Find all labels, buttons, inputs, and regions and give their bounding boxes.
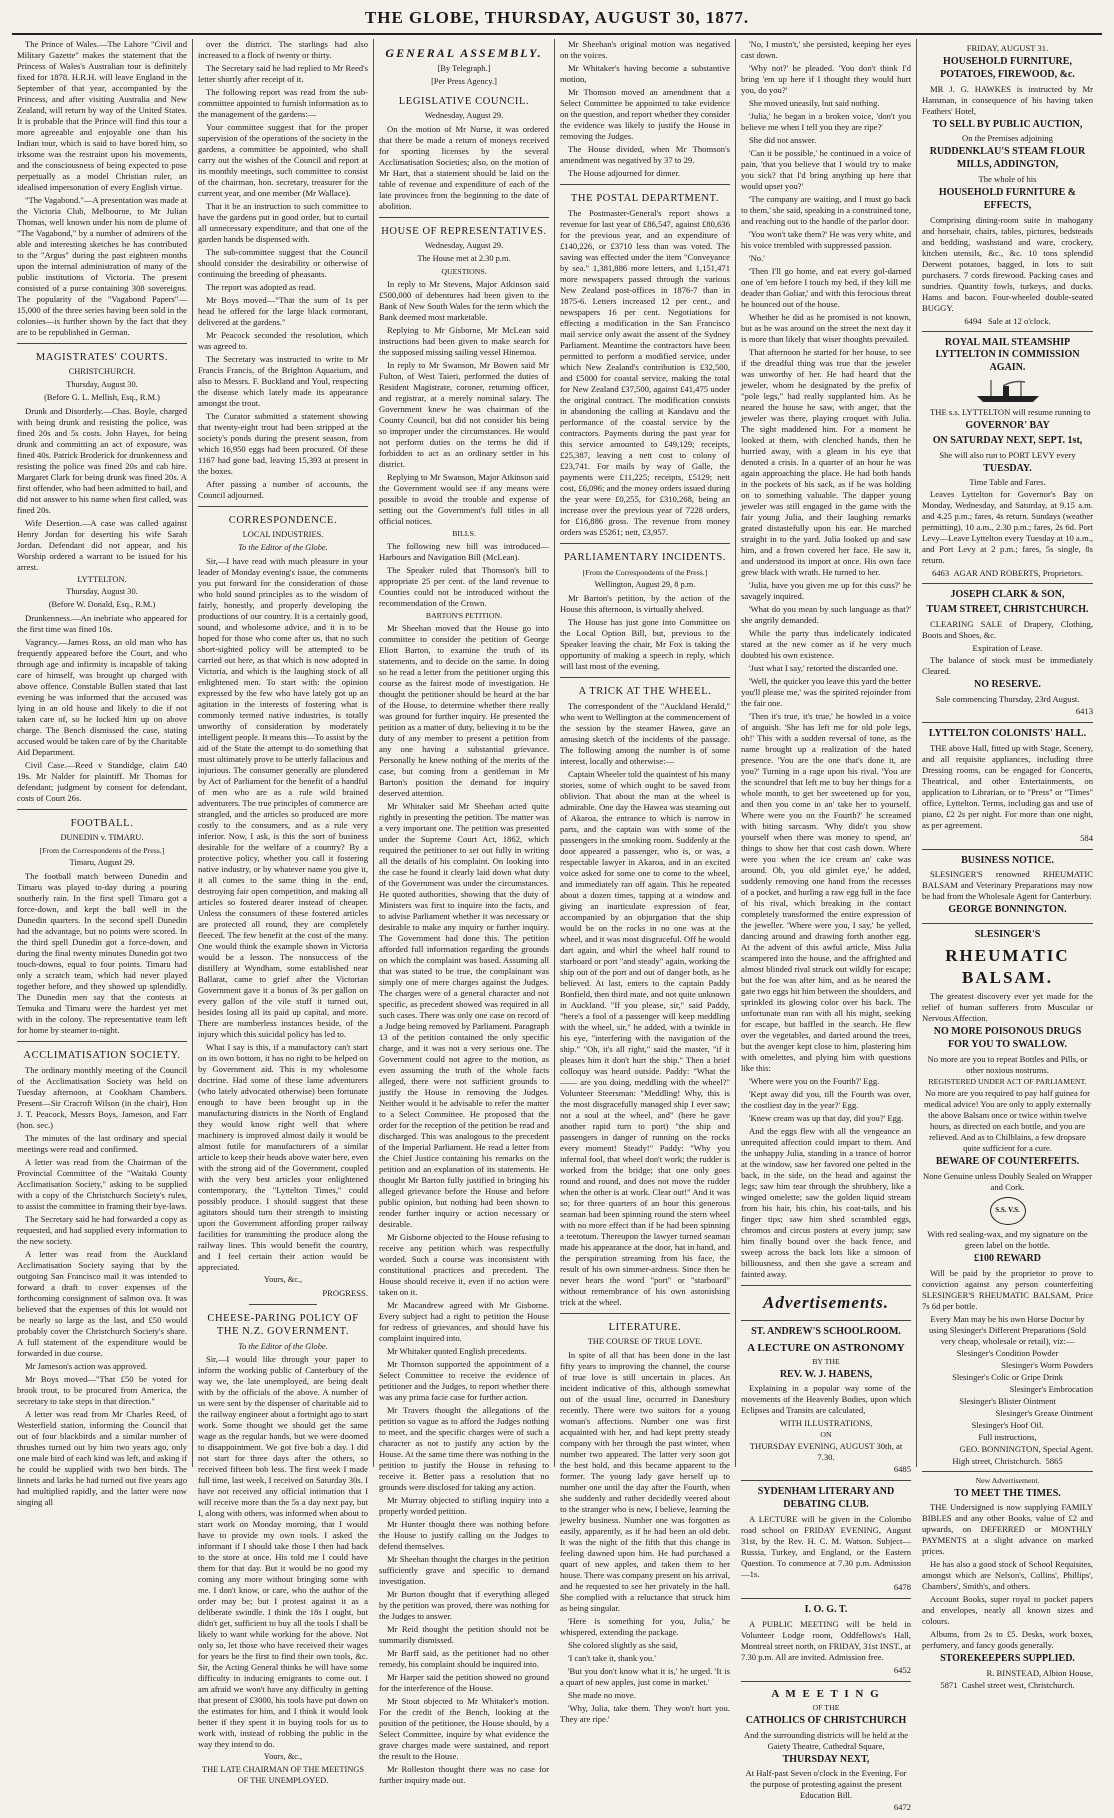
section-heading: GENERAL ASSEMBLY. [385, 46, 543, 60]
ad-list-item: Slesinger's Grease Ointment [995, 1407, 1093, 1418]
article-paragraph: 'No.' [749, 253, 765, 263]
article-paragraph: The ordinary monthly meeting of the Council of the Acclimatisation Society was held on Tuesday afternoon, at Cookham Chambers. Present—Sir Cracroft Wilson (in the chair), Hon J. T. Peacock, Messrs Boys, Jameson, and Farr (hon. sec.) [17, 1065, 187, 1131]
ad-text: TO SELL BY PUBLIC AUCTION, [932, 118, 1083, 130]
dateline: Wednesday, August 29. [424, 111, 504, 121]
ad-text: Full instructions, [978, 1431, 1037, 1442]
source-line: [Per Press Agency.] [431, 77, 497, 87]
article-paragraph: Replying to Mr Gisborne, Mr McLean said instructions had been given to make search for the supposed missing sailing vessel Hinemoa. [379, 324, 549, 357]
article-paragraph: Mr Thomson moved an amendment that a Select Committee be appointed to take evidence on the question, and report whether they consider the evidence was likely to justify the House in removing the Judges. [560, 87, 730, 141]
ad-signature: GEO. BONNINGTON, Special Agent. [959, 1443, 1093, 1454]
ad-text: Albums, from 2s to £5. Desks, work boxes, perfumery, and fancy goods generally. [922, 1629, 1093, 1651]
steamship-icon [973, 378, 1043, 404]
article-paragraph: 'I can't take it, thank you.' [568, 1653, 656, 1664]
article-paragraph: The House divided, when Mr Thomson's amendment was negatived by 37 to 29. [560, 144, 730, 165]
article-paragraph: Replying to Mr Swanson, Major Atkinson said the Government would see if any means were possible to avoid the trouble and expense of setting out the Government's full titles in all official notices. [379, 471, 549, 526]
divider [560, 1313, 730, 1314]
ad-text: ON SATURDAY NEXT, SEPT. 1st, [932, 434, 1083, 446]
article-paragraph: Vagrancy.—James Ross, an old man who has frequently appeared before the Court, and who through age and infirmity is incapable of taking care of himself, was brought up charged with above offence. Constable Bullen stated that last evening he was informed that the accused was lying in an old house and likely to die if not taken care of, so he locked him up on above charge. The Bench dismissed the case, stating accused would be taken care of by the Charitable Aid Department. [17, 636, 187, 757]
article-paragraph: 'Then I'll go home, and eat every gol-darned one of 'em before I touch my bed, if they kill me deader than Goliar,' and with this ferocious threat he bounced out of the house. [741, 266, 911, 309]
advertisement [741, 1682, 911, 1818]
article-paragraph: Mr Sheehan's original motion was negatived on the voices. [560, 39, 730, 60]
advertisement [922, 1472, 1093, 1696]
advertisement [741, 1599, 911, 1682]
advertisements-heading: Advertisements. [763, 1293, 889, 1312]
ad-headline: RHEUMATIC BALSAM. [945, 945, 1070, 987]
article-paragraph: 'Where were you on the Fourth?' Egg. [749, 1076, 880, 1086]
signature: PROGRESS. [322, 1287, 368, 1298]
ad-text: SLESINGER'S renowned RHEUMATIC BALSAM and Veterinary Preparations may now be had from the Wholesale Agent for Canterbury. [922, 869, 1093, 902]
article-paragraph: A letter was read from the Auckland Acclimatisation Society saying that by the outgoing San Francisco mail it was intended to forward a draft to cover expenses of the forthcoming consignment of salmon ova. It was believed that the expenses of this lot would not be nearly so large as the last, and £50 would probably cover the Christchurch Society's share. A full statement of the expenditure would be forwarded in due course. [17, 1249, 187, 1359]
article-paragraph: Mr Barff said, as the petitioner had no other remedy, his complaint should be inquired into. [379, 1647, 549, 1669]
ad-title: HOUSEHOLD FURNITURE, POTATOES, FIREWOOD, &c. [940, 56, 1075, 80]
ad-text: ON [820, 1430, 832, 1440]
section-heading: FOOTBALL. [70, 817, 134, 829]
ad-text: On the Premises adjoining [962, 133, 1053, 144]
ad-number: 6413 [1075, 705, 1093, 716]
article-paragraph: A letter was read from the Chairman of the Provincial Committee of the "Waitaki County Acclimatisation Society," asking to be supplied with a copy of the Christchurch Society's rules, to assist the committee in framing their bye-laws. [17, 1157, 187, 1212]
article-paragraph: The Prince of Wales.—The Lahore "Civil and Military Gazette" makes the statement that the Princess of Wales's Australian tour is definitely fixed for 1878. H.R.H. will leave England in the September of that year, accompanied by the Princess, and after visiting Australia and New Zealand, will return by way of the United States. It is probable that the Prince will find this tour a more agreeable and enjoyable one than his Indian tour, which is said to have bored him, so irksome was the restraint upon his movements, and the consciousness of being expected to pose perpetually as a model Christian ruler, an idealised impersonation of every English virtue. [17, 39, 187, 192]
article-paragraph: 'No, I mustn't,' she persisted, keeping her eyes cast down. [741, 39, 911, 60]
ad-title: I. O. G. T. [804, 1603, 848, 1615]
ad-list-item: Slesinger's Hoof Oil. [971, 1419, 1044, 1430]
ad-number: 6478 [893, 1581, 911, 1592]
dateline: Wednesday, August 29. [424, 241, 504, 251]
ad-text: REGISTERED UNDER ACT OF PARLIAMENT. [928, 1077, 1087, 1087]
ad-number: 5871 [940, 1680, 958, 1691]
article-paragraph: 'Why not?' he pleaded. 'You don't think I'd bring 'em up here if I thought they would hurt you, do you?' [741, 63, 911, 95]
article-paragraph: A letter was read from Mr Charles Reed, of Westerfield station, informing the Council that out of four blackbirds and a similar number of thrushes turned out by him two years ago, only one male bird of each kind was left, and asking if he could be supplied with two hen birds. The linnets and larks he had turned out five years ago had multiplied rapidly, and the latter were now singing all [17, 1409, 187, 1508]
article-paragraph: What I say is this, if a manufactory can't start on its own bottom, it has no right to be helped on by Government aid. This is my wholesome doctrine. Had some of these lame adventurers (who lately advocated otherwise) been fortunate enough to have been brought up in the manufacturing districts in the North of England they would know right well that where machinery is improved almost daily it would be almost futile for manufacturers of a similar article to keep their heads above water here, even with the strong aid of the Government, coupled with the very best articles your enlightened contemporary, the "Lyttelton Times," could possibly produce. I should suggest that these agitators should turn their strength to insisting upon the Government affording proper railway facilities for transmitting the produce along the railway lines. This would benefit the country, and I feel certain their action would be appreciated. [198, 1041, 368, 1272]
ad-text: CLEARING SALE of Drapery, Clothing, Boots and Shoes, &c. [922, 618, 1093, 640]
divider [198, 506, 368, 507]
article-paragraph: The correspondent of the "Auckland Herald," who went to Wellington at the commencement of the session by the steamer Hawea, gave an amusing sketch of the incidents of the passage. The following among the number is of some interest, locally and otherwise:— [560, 701, 730, 767]
source-line: [From the Correspondents of the Press.] [39, 846, 165, 856]
ad-list-item: Slesinger's Embrocation [1009, 1383, 1093, 1394]
article-paragraph: 'Just what I say,' retorted the discarded one. [749, 663, 898, 673]
article-paragraph: 'Well, the quicker you leave this yard the better you'll please me,' was the spirited rejoinder from the fair one. [741, 676, 911, 708]
ad-title: SYDENHAM LITERARY AND DEBATING CLUB. [757, 1486, 895, 1511]
article-paragraph: The Postmaster-General's report shows a revenue for last year of £86,547, against £80,636 for the previous year, and an expenditure of £140,226, or £3710 less than was voted. The saving was effected under the item "Conveyance by sea." 1,381,886 more letters, and 1,151,471 more newspapers passed through the various New Zealand post-offices in 1876-7 than in 1875-6. Letters increased 12 per cent., and newspapers 16 per cent. Negotiations for effecting a modification in the San Francisco mail service only await the assent of the Sydney Parliament. Meantime the contractors have been permitted to perform a modified service, under which New Zealand's contribution is £32,500, and £5000 for coastal service, making the total for New Zealand £37,500, against £41,475 under the original contract. The modification consists in abandoning the calling at Kandavu and the performance of the coastal service by the contractors. Payments during the past year for this service amounted to £49,129; receipts, £25,387, leaving a nett cost to colony of £23,741. For mails by way of Galle, the payments were £11,225; receipts, £5129; nett cost, £6,096; and the money orders issued during the year were £0,255, for £310,268, being an increase over the previous year of 7228 orders, for £16,886 gross. The revenue from money orders was £5261; nett, £3,957. [560, 208, 730, 538]
ad-text: New Advertisement. [975, 1475, 1040, 1485]
section-heading: LITERATURE. [608, 1322, 682, 1334]
article-paragraph: Mr Whitaker said Mr Sheehan acted quite rightly in presenting the petition. The matter was a very important one. The petition was presented under the Supreme Court Act, 1862, which required the petitioner to set out fully in writing all the details of his complaint. On looking into the case he found it clearly laid down what duty of the Government was under the circumstances. He quoted authorities, showing that the duty of Ministers was first to inquire into the facts, and to advise Parliament whether it was necessary or desirable to make any inquiry or further inquiry. The Government had done this. The petition afforded full information regarding the grounds on which the complaint was based. Assuming all that was stated to be true, the complainant was simply one of mere charges against the Judges. The charges were of a general character and not specific, as precedent showed was required in all such cases. There was only one case on record of a Judge being removed by Parliament. Paragraph 13 of the petition contained the only specific charge, and it was not a very serious one. The Government could not agree to the motion, as even assuming the truth of the whole facts alleged, there were not sufficient grounds to justify the House in removing the Judges. Neither would it be advisable to refer the matter to a Select Committee. He proposed that the order for the reception of the petition be read and discharged. This was analogous to the precedent of the Imperial Parliament. He read a letter from the Chief Justice containing his remarks on the petition and an explanation of its statements. He thought Mr Barton fully justified in bringing his alleged grievance before the House and before public opinion, but nothing had been shown to render further inquiry or action necessary or desirable. [379, 800, 549, 1229]
ad-text: Explaining in a popular way some of the movements of the Heavenly Bodies, upon which Eclipses and Transits are calculated, [741, 1383, 911, 1416]
section-heading: ACCLIMATISATION SOCIETY. [23, 1049, 181, 1061]
ad-text: Will be paid by the proprietor to prove to conviction against any person counterfeiting SLESINGER'S RHEUMATIC BALSAM, Price 7s 6d per bottle. [922, 1267, 1093, 1311]
article-paragraph: Whether he did as he promised is not known, but as he was around on the street the next day it is more than likely that wiser thoughts prevailed. [741, 312, 911, 344]
ad-text: TUAM STREET, CHRISTCHURCH. [926, 604, 1089, 616]
article-paragraph: 'Why, Julia, take them. They won't hurt you. They are ripe.' [560, 1703, 730, 1725]
ad-text: Leaves Lyttelton for Governor's Bay on Monday, Wednesday, and Saturday, at 9.15 a.m. and 4.25 p.m.; fares, 4s return. Sundays (weather permitting), 10 a.m., 2.30 p.m.; fares, 2s 6d. Port Levy—Leave Lyttelton every Tuesday at 10 a.m., and Port Levy at 2 p.m.; fares, 5s single, 8s return. [922, 489, 1093, 566]
ad-text: No more are you to repeat Bottles and Pills, or other noxious nostrums. [927, 1054, 1088, 1076]
dateline: (Before G. L. Mellish, Esq., R.M.) [44, 392, 160, 402]
article-paragraph: Mr Barton's petition, by the action of the House this afternoon, is virtually shelved. [560, 592, 730, 614]
ad-text: Expiration of Lease. [972, 642, 1043, 653]
source-line: [From the Correspondents of the Press.] [582, 567, 708, 577]
ad-text: With red sealing-wax, and my signature on the green label on the bottle. [927, 1228, 1088, 1250]
article-paragraph: Mr Harper said the petition showed no ground for the interference of the House. [379, 1671, 549, 1693]
subheading: BARTON'S PETITION. [425, 610, 503, 620]
ad-text: £100 REWARD [974, 1252, 1041, 1264]
ad-text: No more are you required to pay half guinea for medical advice! You are only to apply externally the above Balsam once or twice within twelve hours, as directed on each bottle, and you are relieved. And as to Chilblains, a few dropsare quite sufficient for a cure. [923, 1088, 1092, 1153]
ad-text: NO MORE POISONOUS DRUGS FOR YOU TO SWALLOW. [933, 1026, 1082, 1051]
article-paragraph: Mr Whitaker quoted English precedents. [387, 1345, 527, 1356]
subheading: CHRISTCHURCH. [68, 367, 136, 377]
ad-title: TO MEET THE TIMES. [954, 1487, 1061, 1499]
article-paragraph: 'Kept away did you, till the Fourth was over, the costliest day in the year?' Egg. [741, 1089, 911, 1110]
ad-number: 6494 [964, 315, 982, 326]
divider [560, 184, 730, 185]
article-paragraph: Mr Hunter thought there was nothing before the House to justify calling on the Judges to defend themselves. [379, 1518, 549, 1551]
article-paragraph: The sub-committee suggest that the Council should consider the desirability or otherwise of continuing the breeding of pheasants. [198, 247, 368, 279]
ad-footer [922, 568, 1093, 579]
advertisement [922, 723, 1093, 850]
ad-text: OF THE [812, 1702, 840, 1712]
article-paragraph: She colored slightly as she said, [568, 1640, 678, 1651]
columns [12, 39, 1102, 1813]
article-paragraph: 'Then it's true, it's true,' he howled in a voice of anguish. 'She has left me for old pole legs, oh!' This with a sudden reversal of tone, as the name brought up a realization of the hated presence. 'You are the one that's done it, are you?' Turning in a rage upon his rival. 'You are the scoundrel that left me to buy her things for a whole month, to get her sweetened up for you, and then you come in an' take her to yourself. Where were you on the Fourth?' he screamed with biting sarcasm. 'Why didn't you show yourself when there was money to spend, an' things to show her that cost cash down. Where were you when the ice cream an' cake was around. Oh, you old gimlet eye,' he added, suddenly removing one hand from the recesses of a pocket, and hurling a raw egg full in the face of his rival, which breaking in the contact completely transformed the entire expression of the jeweller. 'Where were you, I say,' he yelled, dancing around and drawing forth another egg. At the advent of this awful article, Miss Julia scampered into the house, and the affrighted and almost blinded rival struck out wildly for escape; but the foe was after him, and as he neared the gate two eggs hit him between the shoulders, and sprinkled its glowing color over his back. The unfortunate man ran with all his might, seeking for escape, but baffled in the search. He flew over the vegetables, and darted around the trees, but the avenger kept close to him, plastering him with omelettes, and plying him with questions like this: [741, 711, 911, 1073]
dateline: The House met at 2.30 p.m. [417, 254, 511, 264]
article-paragraph: In reply to Mr Stevens, Major Atkinson said £500,000 of debentures had been given to the Bank of New South Wales for the term which the Bank deemed most marketable. [379, 278, 549, 322]
dateline: Thursday, August 30. [66, 587, 138, 597]
article-paragraph: Mr Gisborne objected to the House refusing to receive any petition which was respectfully worded. Such a course was inconsistent with constitutional practices and precedent. The House should receive it, even if no action were taken on it. [379, 1231, 549, 1297]
article-paragraph: The Secretary said he had forwarded a copy as requested, and had supplied every information to the new society. [17, 1214, 187, 1247]
divider [560, 677, 730, 678]
article-paragraph: The Secretary was instructed to write to Mr Francis Francis, of the Brighton Aquarium, and also to Messrs. F. Buckland and Youl, respecting the disease which lately made its appearance amongst the trout. [198, 354, 368, 408]
ad-number: 5865 [1045, 1455, 1063, 1466]
article-paragraph: Mr Jameson's action was approved. [25, 1361, 148, 1372]
section-heading: HOUSE OF REPRESENTATIVES. [381, 226, 547, 238]
salutation: To the Editor of the Globe. [238, 543, 328, 553]
article-paragraph: After passing a number of accounts, the Council adjourned. [198, 479, 368, 500]
section-heading: A TRICK AT THE WHEEL. [578, 685, 712, 697]
article-paragraph: On the motion of Mr Nurse, it was ordered that there be made a return of moneys received for sporting licenses by the several Acclimatisation Societies; also, on the motion of Mr Hart, that a statement should be laid on the table of revenue and expenditure of each of the late provinces from the beginning to the date of abolition. [379, 124, 549, 212]
article-paragraph: And the eggs flew with all the vengeance an unrequited affection could impart to them. And the unhappy Julia, standing in a trance of horror at the window, saw her favored one pelted in the back, in the side, on the head and against the legs; saw him tear through the shrubbery, like a winged omelette; saw the golden liquid stream from his hair, his chin, his coat-tails, and his finger tips; saw him shed scrambled eggs, chromos and circus posters at every jump; saw him finally bound over the back fence, and sweep across the back lots like a simoon of billiousness, and then she gave a scream and fainted away. [741, 1126, 911, 1279]
ad-list-item: Slesinger's Colic or Gripe Drink [952, 1371, 1063, 1382]
ad-title: ST. ANDREW'S SCHOOLROOM. [751, 1325, 901, 1337]
article-paragraph: 'But you don't know what it is,' he urged. 'It is a quart of new apples, just come in market.' [560, 1666, 730, 1688]
advertisement [741, 1320, 911, 1482]
masthead: THE GLOBE, THURSDAY, AUGUST 30, 1877. [12, 8, 1102, 35]
subheading: BILLS. [452, 528, 476, 538]
ad-text: CATHOLICS OF CHRISTCHURCH [745, 1714, 907, 1726]
divider [379, 217, 549, 218]
ad-title: A M E E T I N G [771, 1687, 881, 1700]
ad-text: High street, Christchurch. [952, 1455, 1042, 1466]
ad-number: 6463 [931, 568, 950, 579]
ad-text: RUDDENKLAU'S STEAM FLOUR MILLS, ADDINGTON, [929, 146, 1086, 171]
article-paragraph: Mr Murray objected to stifling inquiry into a properly worded petition. [379, 1494, 549, 1516]
article-paragraph: Mr Macandrew agreed with Mr Gisborne. Every subject had a right to petition the House for redress of grievances, and should have his complaint inquired into. [379, 1299, 549, 1343]
ad-text: Every Man may be his own Horse Doctor by using Slesinger's Different Preparations (Sold very cheap, wholesale or retail), viz:— [928, 1313, 1086, 1346]
dateline: Thursday, August 30. [66, 380, 138, 390]
ad-text: WITH ILLUSTRATIONS, [779, 1418, 873, 1429]
ad-text: Time Table and Fares. [969, 477, 1046, 488]
article-paragraph: Mr Peacock seconded the resolution, which was agreed to. [198, 330, 368, 351]
section-heading: THE POSTAL DEPARTMENT. [570, 193, 720, 204]
article-paragraph: Mr Boys moved—"That the sum of 1s per head be offered for the large black cormorant, delivered at the gardens." [198, 295, 368, 327]
article-paragraph: The following new bill was introduced—Harbours and Navigation Bill (McLean). [379, 540, 549, 562]
dateline: (Before W. Donald, Esq., R.M.) [48, 600, 156, 610]
article-paragraph: The House has just gone into Committee on the Local Option Bill, but, previous to the Speaker leaving the chair, Mr Fox is taking the opportunity of making a speech in reply, which will last most of the evening. [560, 616, 730, 671]
column-2 [193, 39, 374, 1785]
advertisement [922, 39, 1093, 332]
divider [741, 1285, 911, 1286]
article-paragraph: The Curator submitted a statement showing that twenty-eight trout had been stripped at the society's ponds during the present season, from which 16,950 eggs had been procured. Of these 1167 had gone bad, leaving 15,393 at present in the boxes. [198, 411, 368, 476]
article-paragraph: Mr Sheehan moved that the House go into committee to consider the petition of George Eliott Barton, to examine the truth of its statements, and to decide on the same. In doing so he read a letter from the petitioner urging this course as the fairest mode of investigation. He thought the petitioner should be heard at the bar of the House, to determine whether there really was ground for further inquiry. He presented the petition as a matter of duty, believing it to be the duty of any member to present a petition from any one having a substantial grievance. Personally he knew nothing of the merits of the case, but coming from a gentleman in Mr Barton's position the demand for inquiry deserved attention. [379, 622, 549, 798]
article-paragraph: Sir,—I have read with much pleasure in your leader of Monday evening's issue, the comments you put forward for the consideration of those who hold sound principles as to the wisdom of fairly, honestly, and properly developing the productions of our country. It is a certainly good, sound, and wholesome advice, and it is to be hoped for those who come after us, that no such short-sighted policy will be attempted to be carried out here, as that which is now adopted in Victoria, and which is the laughing stock of all enlightened men. To start with: the opinion expressed by the few who have lately got up an agitation in the interests of fostering what is commonly termed native industries, is totally unworthy of consideration by moderately intelligent people. It means this—To assist by the aid of the State the attempt to do something that must ultimately prove to be utterly fallacious and injurious. The consumer generally are plundered by Act of Parliament for the benefit of a handful of men who are as a rule wild brained adventurers. The true principles of commerce are strangled, and the articles so produced are more costly to the consumers, and as a rule very inferior. Now, I ask, is this the sort of business desirable for the welfare of a country? By a protective policy, whether you call it fostering native industry, or by whatever name you give it, it all comes to the same thing in the end, destroying fair open competition, and making all articles so fostered dearer instead of cheaper. Unless the consumers of these fostered articles are protected all round, they are completely fleeced. The few benefit at the cost of the many. One would think the example shown in Victoria would be a lesson. The nonsuccess of the distillery at Wyndham, some established near Ballarat, came to grief after the Victorian Government gave it a bonus of 3s per gallon on every gallon of the vile stuff it turned out, besides losing all its paid up capital, and more. There are numberless instances beside, of the injury which this suicidal policy has led to. [198, 555, 368, 1039]
column-3 [374, 39, 555, 1785]
article-paragraph: That afternoon he started for her house, to see if the dreadful thing was true that the jeweler was unworthy of her. He had heard that the jeweler, whom he designated by the prefix of "pole legs," had really supplanted him. As he neared the house he saw, with anger, that the jeweler was there, playing croquet with Julia. The sight maddened him. For a moment he looked at them, with clenched hands, then he hurried away, with a gleam in his eye that denoted a crisis. In a quarter of an hour he was again approaching the place. He had both hands in the pockets of his sack, as if he was holding on to something valuable. The dapper young jeweler was still engaged in the game with the fair young Julia, and their laughing remarks grated distastefully upon his ear. He marched straight in to the yard. Julia looked up and saw him, and a frown covered her face. He saw it, and understood its import at once. His own face grew black with wrath. He turned to her. [741, 347, 911, 577]
ad-list-item: Slesinger's Worm Powders [1001, 1359, 1093, 1370]
article-paragraph: Civil Case.—Reed v Standidge, claim £40 19s. Mr Nalder for plaintiff. Mr Thomas for defendant; judgment by consent for defendant, costs of Court 26s. [17, 759, 187, 803]
ad-text: THE above Hall, fitted up with Stage, Scenery, and all requisite appliances, including three Dressing rooms, can be engaged for Concerts, Theatrical, and other Entertainments, on application to Librarian, or to "Press" or "Times" office, Lyttelton. Terms, including gas and use of piano, £2 2s per night. For more than one night, as per agreement. [922, 742, 1093, 830]
ad-text: None Genuine unless Doubly Sealed on Wrapper and Cork. [923, 1170, 1092, 1192]
ad-date: FRIDAY, AUGUST 31. [966, 43, 1049, 53]
article-paragraph: 'Julia,' he began in a broken voice, 'don't you believe me when I tell you they are ripe?' [741, 111, 911, 132]
ad-text: TUESDAY. [983, 462, 1032, 474]
article-paragraph: Sir,—I would like through your paper to inform the working public of Canterbury of the way we, the late unemployed, are being dealt with by the officials of the above. A number of us were sent by the dispenser of charitable aid to the railway engineer about a fortnight ago to start work. Some thought we should get the same wage as the regular hands, but we were doomed to disappointment. We got five bob a day. I did not start for three days after the others, so received fifteen bob less. The first week I made full time, last week, I received on Saturday 30s. I have not received any official intimation that I will receive more than the 5s a day next pay, but I, along with others, was informed when about to start work on Monday morning, that I would have to provide my own tools. I asked the informant if I should take those I then had back to the store at once. His told me I could have them for that day. But it would be no good my coming any more without bringing some with me. I don't know, or care, who the author of the order may be; but I protest against it as a deliberate swindle. I think the 18s I ought, but didn't get, sufficient to buy all the tools I shall be likely to want while working for the above. Not only so, let those who have received their wages for years be the first to find their own tools, &c. Sir, the Acting General thinks he will have some difficulty in inducing emigrants to come out. I am afraid we won't have any difficulty in getting that present of £3000, his tools have put down on the estimates for him, and I think it would look better if they spent it in buying tools for us to work with, instead of robbing the public in the way they intend to do. [198, 1354, 368, 1750]
article-paragraph: The Speaker ruled that Thomson's bill to appropriate 25 per cent. of the land revenue to Counties could not be introduced without the recommendation of the Crown. [379, 564, 549, 608]
ad-text: THE s.s. LYTTELTON will resume running to [930, 406, 1091, 417]
ad-text: SLESINGER'S [974, 929, 1041, 941]
article-paragraph: Mr Thomson supported the appointment of a Select Committee to receive the evidence of petitioner and the Judges, to report whether there was any prima facie case for further action. [379, 1358, 549, 1402]
ad-signature: R. BINSTEAD, Albion House, [986, 1668, 1093, 1679]
ad-headline: A LECTURE ON ASTRONOMY [747, 1341, 905, 1354]
ad-text: STOREKEEPERS SUPPLIED. [940, 1653, 1075, 1665]
ad-text: He has also a good stock of School Requisites, amongst which are Nelson's, Collins', Phillips', Chambers', Smith's, and others. [922, 1559, 1093, 1592]
ad-number: 6472 [893, 1802, 911, 1813]
article-paragraph: 'Can it be possible,' he continued in a voice of pain, 'that you believe that I would try to make you sick? that I'd bring anything up here that would upset you?' [741, 148, 911, 191]
article-paragraph: Mr Burton thought that if everything alleged by the petition was proved, there was nothing for the Judges to answer. [379, 1588, 549, 1621]
article-paragraph: In reply to Mr Swanson, Mr Bowen said Mr Fulton, of West Taieri, performed the duties of Resident Magistrate, coroner, returning officer, and registrar, at a merely nominal salary. The Government knew he was chairman of the County Council, but did not consider his being so improper under the circumstances. He would not perform duties on the terms he did if forbidden to act as an ordinary settler in his district. [379, 359, 549, 469]
ad-text: HOUSEHOLD FURNITURE & EFFECTS, [938, 186, 1077, 211]
article-paragraph: Mr Travers thought the allegations of the petition so vague as to afford the Judges nothing to meet, and the specific charges were of such a character as not to justify any action by the House. At the same time there was nothing in the petition to justify the House in refusing to receive it. Better pass a resolution that no grounds were disclosed for taking any action. [379, 1404, 549, 1492]
advertisement [741, 1481, 911, 1599]
ad-text: Cashel street west, Christchurch. [961, 1680, 1075, 1691]
article-paragraph: The football match between Dunedin and Timaru was played to-day during a pouring southerly rain. In the first spell Timaru got a force-down, and kept the ball well in the Dunedin quarters. In the second spell Dunedin had the advantage, but no points were scored. In the third spell Dunedin got a force-down, and during the final twenty minutes Dunedin got two touch-downs, equal to four points. Timaru had only a scratch team, which had never played together before, and they showed up splendidly. The Dunedin men say that the contests at Temuka and Timaru were the hardest yet met with in the colony. The representative team left for home by steamer to-night. [17, 870, 187, 1035]
article-paragraph: 'What do you mean by such language as that?' she angrily demanded. [741, 604, 911, 625]
section-heading: CORRESPONDENCE. [228, 515, 338, 526]
ad-title: LYTTELTON COLONISTS' HALL. [928, 727, 1087, 739]
ad-text: Account Books, super royal to pocket papers and envelopes, nearly all known sizes and colours. [922, 1594, 1093, 1627]
article-paragraph: She moved uneasily, but said nothing. [749, 98, 880, 108]
ad-text: NO RESERVE. [974, 678, 1041, 690]
article-paragraph: She did not answer. [749, 135, 817, 145]
article-paragraph: While the party thus indelicately indicated stared at the new comer as if he very much doubted his own existence. [741, 628, 911, 660]
article-paragraph: Mr Stout objected to Mr Whitaker's motion. For the credit of the Bench, looking at the position of the petitioner, the House should, by a Select Committee, inquire by what evidence the grave charges made were sustained, and report the result to the House. [379, 1695, 549, 1761]
signature: THE LATE CHAIRMAN OF THE MEETINGS OF THE UNEMPLOYED. [202, 1765, 364, 1785]
ad-text: MR J. G. HAWKES is instructed by Mr Hansman, in consequence of his having taken Feathers' Hotel, [922, 83, 1093, 116]
ad-text: The balance of stock must be immediately Cleared. [922, 654, 1093, 676]
ad-text: And the surrounding districts will be held at the Gaiety Theatre, Cathedral Square, [743, 1729, 909, 1751]
ad-footer [922, 1680, 1093, 1691]
sign-off: Yours, &c., [263, 1752, 303, 1762]
ad-text: THURSDAY NEXT, [782, 1753, 870, 1765]
ad-text: Sale commencing Thursday, 23rd August. [935, 693, 1080, 704]
divider [249, 1304, 317, 1305]
article-paragraph: She made no move. [568, 1690, 636, 1701]
ad-text: THURSDAY EVENING, AUGUST 30th, at 7.30. [749, 1441, 903, 1463]
article-paragraph: Drunk and Disorderly.—Chas. Boyle, charged with being drunk and resisting the police, was fined 20s and 5s costs. John Hayes, for being drunk and committing an act of exposure, was fined 40s. Patrick Broderick for drunkenness and resisting the police was fined 20s and cab hire. Margaret Clark for being drunk was fined 20s. A first offender, who had been admitted to bail, and did not answer to his name when first called, was fined 20s. [17, 405, 187, 515]
subheading: QUESTIONS. [441, 266, 487, 276]
ad-text: GOVERNOR' BAY [965, 419, 1050, 431]
advertisement [922, 332, 1093, 585]
ad-list-item: Slesinger's Blister Ointment [959, 1395, 1056, 1406]
ad-text: She will also run to PORT LEVY every [939, 449, 1076, 460]
divider [17, 1041, 187, 1042]
source-line: [By Telegraph.] [437, 64, 491, 74]
ad-text: The whole of his [978, 173, 1037, 184]
ad-signature: GEORGE BONNINGTON. [948, 904, 1067, 916]
ad-title: BUSINESS NOTICE. [961, 854, 1054, 866]
article-paragraph: Mr Reid thought the petition should not be summarily dismissed. [379, 1623, 549, 1645]
article-paragraph: Captain Wheeler told the quaintest of his many stories, some of which ought to be saved from oblivion. That about the man at the wheel is admirable. One day the Hawea was steaming out of Akaroa, the entrance to which is narrow in parts, and the captain was with some of the passengers in the smoking room. Suddenly at the door appeared a passenger, who is, or was, a respectable lawyer in Akaroa, and in an excited voice asked for some one to come to the wheel, and immediately ran off again. This he repeated about a dozen times, tapping at a window and giving an inarticulate expression of fear, accompanied by an objurgation that the ship would be on the rocks in no one was at the wheel, and it was most disgraceful. Off he would dart again, and whirl the wheel half round to starboard or port "and steady" again, working the ship out of the port and out of danger both, as he believed. At last, enters to the captain Paddy Bonfield, then third mate, and not quite unknown in Auckland. "If you please, sir," said Paddy, "here's a fool of a passenger will keep meddling with the wheel, sir," he added, with a twinkle in his eye, "interfering with the navigation of the ship." "Oh, it's all right," said the master, "if it pleases him it don't hurt the ship." Then a brief colloquy was heard outside. Paddy: "What the —— are you doing, meddling with the wheel?" Volunteer Steersman: "Meddling! Why, this is the most disgracefully managed ship I ever saw; not a soul at the wheel, and" (here he gave another rapid turn to port) "the ship and passengers in danger of running on the rocks every moment! Steady!" Paddy: "Why you infernal fool, that wheel don't work; the rudder is worked from the bridge; that one only goes round and round, and does not move the rudder when the other is at work. Clear out!" And it was so; for three quarters of an hour this generous seaman had been spinning round the stern wheel with no more effect than if he had been spinning a teetotum. Thereupon the lawyer turned seaman made his appearance at the door, hat in hand, and the perspiration streaming from his face, the result of his own simmer-ardness. Since then he never hears the word "port" or "starboard" without remembrance of his own astonishing trick at the wheel. [560, 769, 730, 1308]
ad-text: THE Undersigned is now supplying FAMILY BIBLES and any other Books, value of £2 and upwards, on DEFERRED or MONTHLY PAYMENTS at a slight advance on marked prices. [922, 1502, 1093, 1557]
article-paragraph: 'Julia, have you given me up for this cuss?' he savagely inquired. [741, 580, 911, 601]
ad-number: 584 [1080, 832, 1093, 843]
article-paragraph: 'You won't take them?' He was very white, and his voice trembled with suppressed passion. [741, 229, 911, 250]
article-paragraph: "The Vagabond."—A presentation was made at the Victoria Club, Melbourne, to Mr Julian Thomas, well known under his nom de plume of "The Vagabond," by a number of admirers of the able and interesting sketches he has contributed to the "Argus" during the past eighteen months upon the internal administration of many of the public institutions of Victoria. The present consisted of a purse containing 308 sovereigns. The popularity of the "Vagabond Papers"—15,000 of the three series having been sold in the colonies—is further shown by the fact that they are to be republished in German. [17, 195, 187, 337]
section-heading: MAGISTRATES' COURTS. [35, 352, 169, 363]
ad-text: The greatest discovery ever yet made for the relief of human sufferers from Muscular or Nervous Affection. [922, 991, 1093, 1024]
ad-title: JOSEPH CLARK & SON, [950, 589, 1065, 601]
ad-text: REV. W. J. HABENS, [779, 1368, 873, 1380]
ad-text: A PUBLIC MEETING will be held in Volunteer Lodge room, Oddfellows's Hall, Montreal street north, on FRIDAY, 31st INST., at 7.30 p.m. All are invited. Admission free. [741, 1618, 911, 1662]
seal-icon: S.S. V.S. [990, 1197, 1026, 1225]
section-heading: LEGISLATIVE COUNCIL. [398, 95, 530, 107]
article-paragraph: The minutes of the last ordinary and special meetings were read and confirmed. [17, 1133, 187, 1155]
divider [17, 343, 187, 344]
advertisement [922, 584, 1093, 722]
article-paragraph: 'The company are waiting, and I must go back to them,' she said, speaking in a constrained tone, and reaching out to the handle of the parlor door. [741, 194, 911, 226]
ad-title: ROYAL MAIL STEAMSHIP LYTTELTON IN COMMISSION AGAIN. [935, 336, 1080, 374]
article-paragraph: Wife Desertion.—A case was called against Henry Jordan for deserting his wife Sarah Jordan. Defendant did not appear, and his Worship ordered a warrant to be issued for his arrest. [17, 517, 187, 572]
subheading: LYTTELTON. [77, 574, 127, 584]
advertisement [922, 924, 1093, 1471]
advertisement [922, 850, 1093, 925]
article-paragraph: over the district. The starlings had also increased to a flock of twenty or thirty. [198, 39, 368, 60]
section-heading: CHEESE-PARING POLICY OF THE N.Z. GOVERNMENT. [207, 1312, 359, 1338]
ad-footer [922, 316, 1093, 327]
ad-text: AGAR AND ROBERTS, Proprietors. [953, 568, 1084, 579]
ad-text: Sale at 12 o'clock. [988, 315, 1051, 326]
article-paragraph: Mr Rolleston thought there was no case for further inquiry made out. [379, 1763, 549, 1785]
ad-text: BEWARE OF COUNTERFEITS. [935, 1156, 1080, 1167]
subheading: THE COURSE OF TRUE LOVE. [587, 1337, 703, 1347]
article-paragraph: That it be an instruction to such committee to have the gardens put in good order, but to curtail all unnecessary expenditure, and that one of the garden hands be dispensed with. [198, 201, 368, 244]
ad-list-item: Slesinger's Condition Powder [956, 1347, 1059, 1358]
article-paragraph: Mr Sheehan thought the charges in the petition sufficiently grave and specific to demand investigation. [379, 1553, 549, 1586]
column-4 [555, 39, 736, 1725]
ad-number: 6485 [893, 1464, 911, 1475]
salutation: To the Editor of the Globe. [238, 1341, 328, 1351]
ad-text: Comprising dining-room suite in mahogany and horsehair, chairs, tables, pictures, bedsteads and bedding, washstand and ware, crockery, kitchen utensils, &c., &c. 10 tons splendid Derwent potatoes, bagged, in lots to suit purchasers. 7 cords firewood. Packing cases and sundries. Quantity fowls, turkeys, and ducks. Hams and bacon. Four-wheeled double-seated BUGGY. [922, 214, 1093, 313]
subheading: LOCAL INDUSTRIES. [242, 530, 324, 540]
article-paragraph: In spite of all that has been done in the last fifty years to improving the channel, the course of true love is still uncertain in places. An incident indicative of this, although somewhat out of the usual line, occurred in Danesbury recently. There were two suitors for a young woman's affections. Number one was first acquainted with her, and had kept pretty steady company with her through the past winter, when number two appeared. The latter very soon got the best hold, and this became apparent to the former. The young lady gave herself up to number one until the day after the Fourth, when she suddenly and rather decidedly veered about to the stranger who is new, I believe, learning the jewelry business. Number one was forgotten as easily, apparently, as if he had been an old debt. It was the night of the fifth that this change in feeling dawned upon him. He had purchased a quart of new apples, and taken them to her house. There was company present on his arrival, and he requested to see her privately in the hall. She complied with a reluctance that struck him as being singular. [560, 1350, 730, 1614]
ad-number: 6452 [893, 1664, 911, 1675]
section-heading: PARLIAMENTARY INCIDENTS. [563, 552, 727, 564]
dateline: Wellington, August 29, 8 p.m. [594, 579, 696, 589]
ad-text: BY THE [812, 1356, 840, 1366]
sign-off: Yours, &c., [263, 1274, 303, 1284]
article-paragraph: 'Knew cream was up that day, did you?' Egg. [749, 1113, 904, 1123]
article-paragraph: The Secretary said he had replied to Mr Reed's letter shortly after receipt of it. [198, 63, 368, 84]
article-paragraph: The report was adopted as read. [206, 282, 316, 292]
article-paragraph: Mr Boys moved—"That £50 be voted for brook trout, to be procured from America, the secretary to take steps in that direction." [17, 1374, 187, 1407]
divider [17, 809, 187, 810]
column-1 [12, 39, 193, 1508]
ad-text: A LECTURE will be given in the Colombo road school on FRIDAY EVENING, August 31st, by the Rev. H. C. M. Watson. Subject—Russia, Turkey, and England, or the Eastern Question. To commence at 7.30 p.m. Admission—1s. [741, 1513, 911, 1579]
article-paragraph: Drunkenness.—An inebriate who appeared for the first time was fined 10s. [17, 612, 187, 634]
article-paragraph: Your committee suggest that for the proper supervision of the operations of the society in the gardens, a committee be appointed, who shall carry out the wishes of the Council and report at its monthly meetings, such committee to consist of the chairman, hon. secretary, treasurer for the current year, and one member (Mr Wallace). [198, 122, 368, 198]
article-paragraph: 'Here is something for you, Julia,' he whispered, extending the package. [560, 1616, 730, 1638]
dateline: Timaru, August 29. [69, 858, 135, 868]
ad-footer [922, 1456, 1093, 1467]
subheading: DUNEDIN v. TIMARU. [60, 833, 144, 843]
column-5 [736, 39, 917, 1813]
article-paragraph: The House adjourned for dinner. [568, 168, 680, 178]
article-paragraph: Mr Whitaker's having become a substantive motion, [560, 63, 730, 84]
ad-text: At Half-past Seven o'clock in the Evening. For the purpose of protesting against the present Education Bill. [745, 1768, 907, 1801]
column-6 [917, 39, 1098, 1691]
article-paragraph: The following report was read from the sub-committee appointed to furnish information as to the management of the gardens:— [198, 87, 368, 119]
divider [560, 543, 730, 544]
